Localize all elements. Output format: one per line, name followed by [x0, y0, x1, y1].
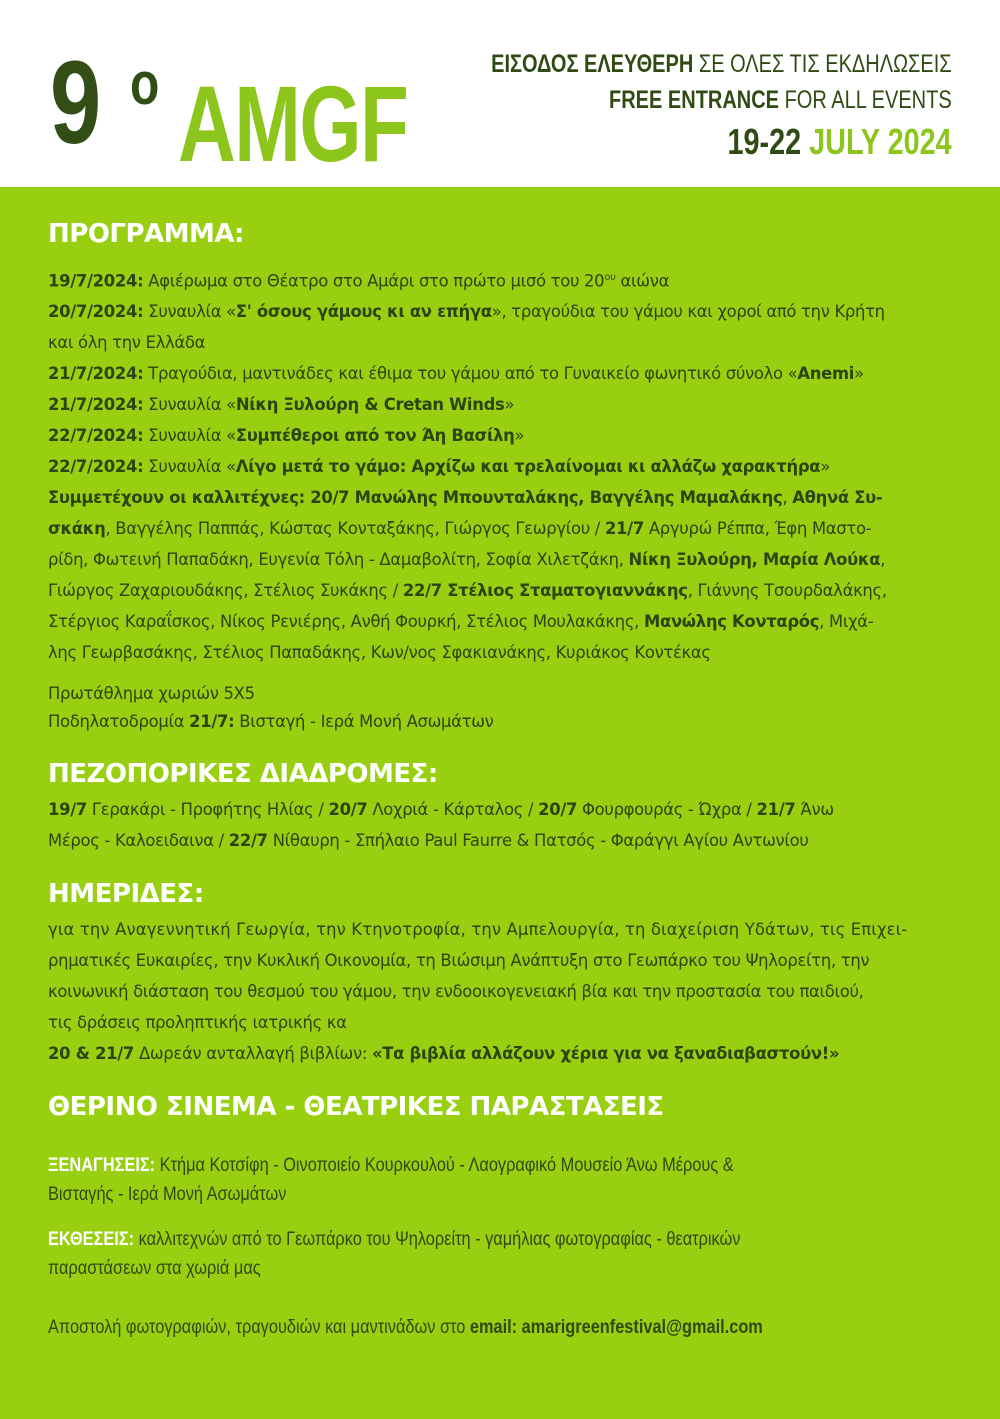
event-title: Σ' όσους γάμους κι αν επήγα [235, 302, 492, 322]
event-text: αιώνα [615, 271, 670, 291]
festival-dates [491, 120, 952, 164]
event-date: 20/7/2024: [48, 302, 144, 322]
event-title: Νίκη Ξυλούρη & Cretan Winds [235, 395, 505, 415]
tours-line [48, 1151, 825, 1181]
event-date: 19/7/2024: [48, 271, 144, 291]
dates-month-year: JULY 2024 [809, 121, 952, 162]
event-title: Συμπέθεροι από τον Άη Βασίλη [235, 426, 515, 446]
artists-text: , [880, 550, 886, 570]
event-title: Λίγο μετά το γάμο: Αρχίζω και τρελαίνομαι κι αλλάζω χαρακτήρα [235, 457, 821, 477]
tours-label: ΞΕΝΑΓΗΣΕΙΣ: [48, 1155, 156, 1177]
poster-header [0, 0, 1000, 187]
exhibitions-line: παραστάσεων στα χωριά μας [48, 1258, 261, 1280]
hike-route: Γερακάρι - Προφήτης Ηλίας / [87, 800, 329, 820]
hiking-line [48, 825, 952, 856]
artists-text: λης Γεωρβασάκης, Στέλιος Παπαδάκης, Κων/νος Σφακιανάκης, Κυριάκος Κοντέκας [48, 643, 711, 663]
entrance-english-rest: FOR ALL EVENTS [779, 86, 952, 114]
hike-route: Φουρφουράς - Ώχρα / [577, 800, 757, 820]
artists-text: Στέργιος Καραΐσκος, Νίκος Ρενιέρης, Ανθή Φουρκή, Στέλιος Μουλακάκης, [48, 612, 644, 632]
event-date: 22/7/2024: [48, 426, 144, 446]
hike-route: Μέρος - Καλοειδαινα / [48, 831, 229, 851]
artists-text: , Γιάννης Τσουρδαλάκης, [687, 581, 887, 601]
artists-bold: Συμμετέχουν οι καλλιτέχνες: 20/7 Μανώλης Μπουνταλάκης, Βαγγέλης Μαμαλάκης [48, 488, 783, 508]
cycling-label: Ποδηλατοδρομία [48, 712, 190, 732]
hike-route: Άνω [795, 800, 834, 820]
artists-bold: Μανώλης Κονταρός [643, 612, 820, 632]
seminars-section [48, 878, 952, 1069]
program-section [48, 187, 952, 736]
book-exchange-line [48, 1038, 952, 1069]
artists-bold: 21/7 [604, 519, 644, 539]
event-text: Συναυλία « [143, 457, 236, 477]
program-title: ΠΡΟΓΡΑΜΜΑ: [48, 219, 244, 249]
event-text: Τραγούδια, μαντινάδες και έθιμα του γάμου από το Γυναικείο φωνητικό σύνολο « [143, 364, 798, 384]
event-text: », τραγούδια του γάμου και χοροί από την Κρήτη [491, 302, 885, 322]
artists-line [48, 482, 952, 513]
event-line [48, 262, 952, 296]
event-text: Συναυλία « [143, 426, 236, 446]
header-info [376, 46, 952, 164]
hiking-title: ΠΕΖΟΠΟΡΙΚΕΣ ΔΙΑΔΡΟΜΕΣ: [48, 759, 438, 790]
event-text: » [854, 364, 864, 384]
program-extras [48, 680, 952, 736]
event-line [48, 389, 952, 420]
hike-date: 20/7 [328, 800, 368, 820]
edition-number: 9 [50, 37, 99, 169]
contact-section [48, 1313, 952, 1343]
hike-date: 19/7 [48, 800, 88, 820]
exhibitions-section [48, 1225, 952, 1283]
event-title: Anemi [797, 364, 855, 384]
hike-route: Λοχριά - Κάρταλος / [367, 800, 539, 820]
artists-list [48, 482, 952, 668]
event-line-cont: και όλη την Ελλάδα [48, 333, 206, 353]
entrance-english-bold: FREE ENTRANCE [609, 86, 780, 114]
superscript: ου [604, 272, 616, 283]
contact-text: Αποστολή φωτογραφιών, τραγουδιών και μαντινάδων στο [48, 1317, 470, 1339]
event-text: » [504, 395, 515, 415]
hike-date: 21/7 [756, 800, 796, 820]
dates-days: 19-22 [727, 121, 810, 162]
hike-date: 22/7 [228, 831, 268, 851]
email-label: email: [469, 1317, 522, 1339]
hike-date: 20/7 [538, 800, 578, 820]
poster-content [0, 187, 1000, 1419]
entrance-greek-bold: ΕΙΣΟΔΟΣ ΕΛΕΥΘΕΡΗ [491, 50, 694, 78]
cinema-title: ΘΕΡΙΝΟ ΣΙΝΕΜΑ - ΘΕΑΤΡΙΚΕΣ ΠΑΡΑΣΤΑΣΕΙΣ [48, 1092, 664, 1123]
event-line [48, 451, 952, 482]
artists-bold: 22/7 Στέλιος Σταματογιαννάκης [402, 581, 688, 601]
artists-bold: Νίκη Ξυλούρη, Μαρία Λούκα [628, 550, 881, 570]
event-line [48, 358, 952, 389]
hiking-line [48, 794, 952, 825]
entrance-greek [491, 46, 952, 82]
event-line [48, 420, 952, 451]
cycling-date: 21/7: [189, 712, 235, 732]
email-link[interactable]: amarigreenfestival@gmail.com [521, 1317, 763, 1339]
artists-text: Γιώργος Ζαχαριουδάκης, Στέλιος Συκάκης / [48, 581, 403, 601]
artists-bold: σκάκη [48, 519, 106, 539]
exhibitions-text: καλλιτεχνών από το Γεωπάρκο του Ψηλορείτη - γαμήλιας φωτογραφίας - θεατρικών [134, 1229, 741, 1251]
event-text: » [514, 426, 525, 446]
book-exchange-text: Δωρεάν ανταλλαγή βιβλίων: [134, 1044, 372, 1064]
cycling-route: Βισταγή - Ιερά Μονή Ασωμάτων [234, 712, 494, 732]
event-text: Αφιέρωμα στο Θέατρο στο Αμάρι στο πρώτο μισό του 20 [143, 271, 605, 291]
artists-text: , Μιχά- [819, 612, 874, 632]
artists-text: , [782, 488, 793, 508]
event-date: 21/7/2024: [48, 364, 144, 384]
artists-bold: Αθηνά Συ- [792, 488, 883, 508]
seminar-line: για την Αναγεννητική Γεωργία, την Κτηνοτροφία, την Αμπελουργία, τη διαχείριση Υδάτων, τις Επιχει- [48, 920, 908, 940]
artists-line [48, 513, 952, 544]
contact-line [48, 1313, 825, 1343]
book-exchange-title: «Τα βιβλία αλλάζουν χέρια για να ξαναδιαβαστούν!» [371, 1044, 840, 1064]
book-exchange-date: 20 & 21/7 [48, 1044, 135, 1064]
cinema-section [48, 1091, 952, 1123]
artists-line [48, 575, 952, 606]
artists-text: ρίδη, Φωτεινή Παπαδάκη, Ευγενία Τόλη - Δαμαβολίτη, Σοφία Χιλετζάκη, [48, 550, 629, 570]
event-text: Συναυλία « [143, 395, 236, 415]
tours-line: Βισταγής - Ιερά Μονή Ασωμάτων [48, 1184, 287, 1206]
artists-line [48, 637, 952, 668]
exhibitions-label: ΕΚΘΕΣΕΙΣ: [48, 1229, 135, 1251]
entrance-english [491, 82, 952, 118]
tournament-line: Πρωτάθλημα χωριών 5Χ5 [48, 684, 255, 704]
seminar-line: ρηματικές Ευκαιρίες, την Κυκλική Οικονομία, τη Βιώσιμη Ανάπτυξη στο Γεωπάρκο του Ψηλορείτη, την [48, 951, 870, 971]
seminar-line: τις δράσεις προληπτικής ιατρικής κα [48, 1013, 347, 1033]
event-text: Συναυλία « [143, 302, 236, 322]
entrance-greek-rest: ΣΕ ΟΛΕΣ ΤΙΣ ΕΚΔΗΛΩΣΕΙΣ [693, 50, 952, 78]
tours-section [48, 1151, 952, 1209]
artists-text: Αργυρώ Ρέππα, Έφη Μαστο- [643, 519, 872, 539]
cycling-line [48, 708, 952, 736]
tours-text: Κτήμα Κοτσίφη - Οινοποιείο Κουρκουλού - Λαογραφικό Μουσείο Άνω Μέρους & [155, 1155, 734, 1177]
event-date: 21/7/2024: [48, 395, 144, 415]
artists-text: , Βαγγέλης Παππάς, Κώστας Κονταξάκης, Γιώργος Γεωργίου / [105, 519, 605, 539]
seminars-title: ΗΜΕΡΙΔΕΣ: [48, 879, 204, 910]
festival-name: AMGF [178, 63, 408, 184]
exhibitions-line [48, 1225, 825, 1255]
artists-line [48, 606, 952, 637]
event-text: » [820, 457, 830, 477]
hike-route: Νίθαυρη - Σπήλαιο Paul Faurre & Πατσός - Φαράγγι Αγίου Αντωνίου [267, 831, 809, 851]
hiking-section [48, 758, 952, 856]
seminar-line: κοινωνική διάσταση του θεσμού του γάμου, την ενδοοικογενειακή βία και την προστασία του παιδιού, [48, 982, 864, 1002]
edition-ordinal: ο [130, 50, 157, 117]
event-line [48, 296, 952, 327]
event-date: 22/7/2024: [48, 457, 144, 477]
artists-line [48, 544, 952, 575]
